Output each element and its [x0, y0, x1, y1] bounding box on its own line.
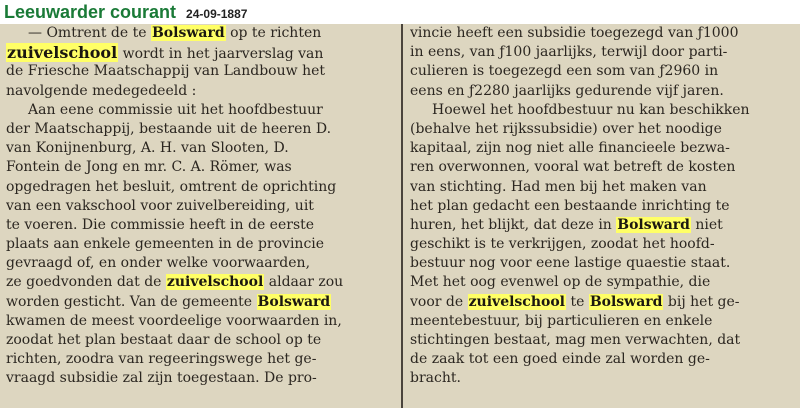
text-line — [6, 273, 394, 292]
highlighted-term: zuivelschool — [166, 274, 264, 291]
text-run: het plan gedacht een bestaande inrichting te — [410, 197, 730, 214]
text-line — [6, 158, 394, 177]
text-run: navolgende medegedeeld : — [6, 82, 197, 99]
text-run: ze goedvonden dat de — [6, 274, 166, 291]
publication-date: 24-09-1887 — [186, 7, 248, 21]
article-column-left — [6, 24, 398, 408]
text-line — [410, 24, 786, 43]
article-column-right — [410, 24, 786, 408]
text-run: in eens, van ƒ100 jaarlijks, terwijl door parti- — [410, 44, 728, 61]
highlighted-term: Bolsward — [589, 293, 663, 310]
text-line — [410, 216, 786, 235]
highlighted-term: zuivelschool — [468, 293, 565, 310]
text-line — [6, 197, 394, 216]
text-line — [6, 350, 394, 369]
text-run: huren, het blijkt, dat deze in — [410, 216, 617, 233]
clipping-header — [0, 0, 800, 24]
text-line — [410, 158, 786, 177]
text-line — [410, 369, 786, 388]
text-run: opgedragen het besluit, omtrent de oprichting — [6, 178, 337, 195]
text-line — [6, 235, 394, 254]
text-line — [410, 235, 786, 254]
text-run: zoodat het plan bestaat daar de school op te — [6, 332, 322, 348]
text-line — [6, 254, 394, 273]
text-line — [410, 197, 786, 216]
text-line — [6, 216, 394, 235]
text-line — [6, 82, 394, 101]
text-run: gevraagd of, en onder welke voorwaarden, — [6, 255, 311, 272]
text-run: te voeren. Die commissie heeft in de eerste — [6, 216, 315, 233]
text-run: ren overwonnen, vooral wat betreft de kosten — [410, 159, 736, 176]
text-line — [6, 331, 394, 350]
text-line — [6, 120, 394, 139]
text-line — [6, 101, 394, 120]
text-run: niet — [690, 216, 723, 233]
text-run: de zaak tot een goed einde zal worden ge- — [410, 351, 710, 368]
text-run: bestuur nog voor eene lastige quaestie staat. — [410, 255, 731, 272]
highlighted-term: Bolsward — [617, 216, 690, 233]
text-line — [410, 139, 786, 158]
text-line — [410, 350, 786, 369]
text-run: plaats aan enkele gemeenten in de provincie — [6, 236, 325, 253]
text-run: culieren is toegezegd een som van ƒ2960 in — [410, 63, 719, 80]
highlighted-term: Bolsward — [257, 293, 331, 310]
column-divider — [401, 24, 403, 408]
text-run: Hoewel het hoofdbestuur nu kan beschikken — [432, 101, 750, 118]
text-run: op te richten — [225, 25, 322, 41]
text-run: richten, zoodra van regeeringswege het ge- — [6, 351, 317, 368]
text-run: te — [566, 293, 589, 310]
text-line — [6, 24, 394, 43]
text-line — [410, 312, 786, 331]
highlighted-term: zuivelschool — [7, 43, 118, 63]
text-run: meentebestuur, bij particulieren en enkele — [410, 312, 713, 329]
text-run: bij het ge- — [663, 293, 740, 310]
text-run: Aan eene commissie uit het hoofdbestuur — [28, 101, 323, 118]
text-run: geschikt is te verkrijgen, zoodat het hoofd- — [410, 236, 715, 253]
text-run: wordt in het jaarverslag van — [118, 46, 324, 63]
text-run: van een vakschool voor zuivelbereiding, uit — [6, 197, 314, 214]
text-line — [6, 178, 394, 197]
newspaper-clipping — [0, 24, 800, 408]
text-line — [410, 178, 786, 197]
text-run: worden gesticht. Van de gemeente — [6, 293, 257, 310]
text-line — [410, 293, 786, 312]
text-run: kwamen de meest voordeelige voorwaarden in, — [6, 312, 342, 329]
text-run: Met het oog evenwel op de sympathie, die — [410, 274, 711, 291]
text-line — [6, 312, 394, 331]
text-run: van Konijnenburg, A. H. van Slooten, D. — [6, 140, 289, 157]
text-run: de Friesche Maatschappij van Landbouw het — [6, 63, 325, 80]
text-run: vincie heeft een subsidie toegezegd van ƒ1000 — [410, 25, 739, 41]
text-line — [6, 62, 394, 81]
text-line — [410, 254, 786, 273]
text-line — [410, 273, 786, 292]
text-line — [410, 82, 786, 101]
text-run: aldaar zou — [264, 274, 344, 291]
text-run: der Maatschappij, bestaande uit de heeren D. — [6, 120, 332, 137]
text-run: stichtingen bestaat, mag men verwachten, dat — [410, 332, 741, 348]
text-run: voor de — [410, 293, 468, 310]
text-line — [410, 331, 786, 350]
text-run: eens en ƒ2280 jaarlijks gedurende vijf jaren. — [410, 82, 724, 99]
text-line — [410, 101, 786, 120]
text-line — [6, 293, 394, 312]
newspaper-title: Leeuwarder courant — [4, 2, 177, 22]
text-line — [410, 43, 786, 62]
text-run: van stichting. Had men bij het maken van — [410, 178, 707, 195]
text-line — [6, 43, 394, 62]
text-run: kapitaal, zijn nog niet alle financieele bezwa- — [410, 140, 730, 157]
highlighted-term: Bolsward — [151, 25, 225, 41]
text-line — [410, 62, 786, 81]
text-run: bracht. — [410, 370, 461, 387]
text-line — [410, 120, 786, 139]
text-line — [6, 139, 394, 158]
text-run: (behalve het rijkssubsidie) over het noodige — [410, 120, 722, 137]
text-run: vraagd subsidie zal zijn toegestaan. De pro- — [6, 370, 317, 387]
text-line — [6, 369, 394, 388]
text-run: Fontein de Jong en mr. C. A. Römer, was — [6, 159, 292, 176]
text-run: — Omtrent de te — [28, 25, 151, 41]
